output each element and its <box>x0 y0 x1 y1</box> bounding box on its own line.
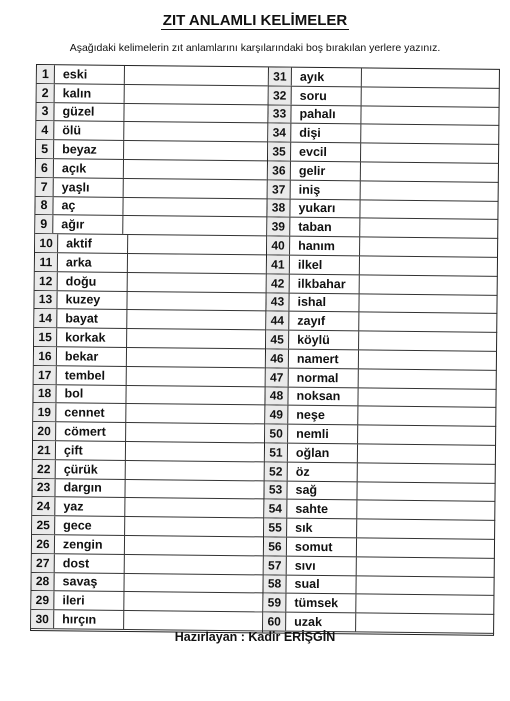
word-row <box>34 328 265 349</box>
word-cell: açık <box>54 159 124 178</box>
answer-blank[interactable] <box>124 122 267 141</box>
answer-blank[interactable] <box>124 179 267 198</box>
answer-blank[interactable] <box>125 480 263 499</box>
answer-blank[interactable] <box>359 332 497 351</box>
item-number: 46 <box>266 349 289 367</box>
word-row <box>268 143 499 164</box>
word-row <box>266 293 497 314</box>
word-cell: nemli <box>288 425 358 444</box>
answer-blank[interactable] <box>359 294 497 313</box>
word-row <box>264 537 495 558</box>
word-cell: ilkbahar <box>290 274 360 293</box>
answer-blank[interactable] <box>128 235 266 254</box>
word-row <box>263 575 494 596</box>
item-number: 30 <box>31 610 54 628</box>
word-row <box>35 272 266 293</box>
item-number: 45 <box>266 331 289 349</box>
word-row <box>31 591 262 612</box>
word-cell: sıvı <box>287 556 357 575</box>
word-row <box>34 309 265 330</box>
word-row <box>268 161 499 182</box>
word-row <box>31 573 262 594</box>
word-cell: bekar <box>57 347 127 366</box>
word-cell: gelir <box>291 162 361 181</box>
answer-blank[interactable] <box>126 461 264 480</box>
item-number: 44 <box>266 312 289 330</box>
item-number: 40 <box>267 237 290 255</box>
answer-blank[interactable] <box>123 198 266 217</box>
item-number: 13 <box>34 291 57 309</box>
answer-blank[interactable] <box>358 388 496 407</box>
word-cell: hanım <box>290 237 360 256</box>
word-cell: çürük <box>56 460 126 479</box>
word-row <box>35 215 266 236</box>
answer-blank[interactable] <box>361 144 499 163</box>
word-cell: bayat <box>57 310 127 329</box>
author-credit: Hazırlayan : Kadir ERİŞGİN <box>174 630 336 644</box>
word-cell: gece <box>55 516 125 535</box>
word-row <box>264 556 495 577</box>
word-row <box>36 121 267 142</box>
answer-blank[interactable] <box>127 310 265 329</box>
word-row <box>32 497 263 518</box>
word-row <box>35 253 266 274</box>
answer-blank[interactable] <box>125 555 263 574</box>
answer-blank[interactable] <box>126 442 264 461</box>
word-row <box>35 197 266 218</box>
word-row <box>33 403 264 424</box>
item-number: 48 <box>265 387 288 405</box>
item-number: 24 <box>32 497 55 515</box>
answer-blank[interactable] <box>126 404 264 423</box>
page-title: ZIT ANLAMLI KELİMELER <box>162 12 348 29</box>
item-number: 14 <box>34 309 57 327</box>
word-row <box>265 425 496 446</box>
answer-blank[interactable] <box>360 256 498 275</box>
word-cell: yaşlı <box>54 178 124 197</box>
word-cell: noksan <box>288 387 358 406</box>
word-row <box>32 516 263 537</box>
word-cell: hırçın <box>54 610 124 629</box>
item-number: 10 <box>35 234 58 252</box>
item-number: 11 <box>35 253 58 271</box>
answer-blank[interactable] <box>358 426 496 445</box>
item-number: 50 <box>265 425 288 443</box>
word-cell: aç <box>53 197 123 216</box>
item-number: 49 <box>265 406 288 424</box>
word-cell: aktif <box>58 234 128 253</box>
answer-blank[interactable] <box>356 576 494 595</box>
item-number: 16 <box>34 347 57 365</box>
answer-blank[interactable] <box>359 313 497 332</box>
word-cell: uzak <box>286 613 356 632</box>
answer-blank[interactable] <box>123 216 266 235</box>
word-cell: bol <box>56 385 126 404</box>
word-cell: iniş <box>291 180 361 199</box>
word-row <box>265 443 496 464</box>
word-cell: sağ <box>287 481 357 500</box>
item-number: 1 <box>37 65 55 83</box>
answer-blank[interactable] <box>127 329 265 348</box>
item-number: 6 <box>36 159 54 177</box>
right-column <box>262 67 500 634</box>
word-row <box>35 234 266 255</box>
word-row <box>36 140 267 161</box>
word-cell: çift <box>56 441 126 460</box>
item-number: 3 <box>36 103 54 121</box>
answer-blank[interactable] <box>360 238 498 257</box>
answer-blank[interactable] <box>361 162 499 181</box>
word-cell: soru <box>292 86 362 105</box>
item-number: 9 <box>35 215 53 233</box>
word-cell: korkak <box>57 328 127 347</box>
word-cell: tembel <box>57 366 127 385</box>
word-row <box>263 594 494 615</box>
word-row <box>37 65 268 86</box>
word-cell: ölü <box>54 122 124 141</box>
item-number: 12 <box>35 272 58 290</box>
answer-blank[interactable] <box>124 574 262 593</box>
word-row <box>32 479 263 500</box>
word-row <box>266 312 497 333</box>
answer-blank[interactable] <box>360 200 498 219</box>
word-row <box>265 406 496 427</box>
word-row <box>266 368 497 389</box>
word-row <box>267 255 498 276</box>
word-row <box>269 86 500 107</box>
word-cell: sık <box>287 519 357 538</box>
word-row <box>267 199 498 220</box>
word-cell: tümsek <box>286 594 356 613</box>
answer-blank[interactable] <box>127 348 265 367</box>
answer-blank[interactable] <box>126 386 264 405</box>
item-number: 20 <box>33 422 56 440</box>
answer-blank[interactable] <box>359 350 497 369</box>
word-cell: kuzey <box>57 291 127 310</box>
word-row <box>34 291 265 312</box>
word-cell: dost <box>55 554 125 573</box>
word-row <box>34 366 265 387</box>
word-cell: beyaz <box>54 140 124 159</box>
word-row <box>34 347 265 368</box>
item-number: 34 <box>268 124 291 142</box>
answer-blank[interactable] <box>125 85 268 104</box>
word-row <box>37 84 268 105</box>
answer-blank[interactable] <box>360 219 498 238</box>
word-row <box>267 218 498 239</box>
item-number: 52 <box>265 462 288 480</box>
word-cell: yaz <box>55 498 125 517</box>
item-number: 26 <box>32 535 55 553</box>
item-number: 35 <box>268 143 291 161</box>
word-row <box>31 610 262 631</box>
word-cell: güzel <box>54 103 124 122</box>
word-cell: neşe <box>288 406 358 425</box>
answer-blank[interactable] <box>124 160 267 179</box>
word-row <box>33 385 264 406</box>
word-row <box>268 180 499 201</box>
word-row <box>265 462 496 483</box>
item-number: 5 <box>36 140 54 158</box>
item-number: 21 <box>33 441 56 459</box>
answer-blank[interactable] <box>357 538 495 557</box>
item-number: 4 <box>36 121 54 139</box>
word-cell: dargın <box>55 479 125 498</box>
item-number: 23 <box>32 479 55 497</box>
item-number: 15 <box>34 328 57 346</box>
word-row <box>33 422 264 443</box>
word-cell: evcil <box>291 143 361 162</box>
word-cell: dişi <box>291 124 361 143</box>
item-number: 59 <box>263 594 286 612</box>
word-cell: ileri <box>54 592 124 611</box>
item-number: 36 <box>268 161 291 179</box>
left-column <box>31 65 268 632</box>
item-number: 27 <box>32 554 55 572</box>
item-number: 47 <box>266 368 289 386</box>
answer-blank[interactable] <box>124 611 262 630</box>
word-cell: sual <box>286 575 356 594</box>
word-cell: öz <box>288 462 358 481</box>
answer-blank[interactable] <box>125 498 263 517</box>
answer-blank[interactable] <box>124 141 267 160</box>
word-cell: ağır <box>53 216 123 235</box>
word-row <box>268 105 499 126</box>
answer-blank[interactable] <box>357 501 495 520</box>
word-cell: kalın <box>55 84 125 103</box>
answer-blank[interactable] <box>356 595 494 614</box>
answer-blank[interactable] <box>357 482 495 501</box>
item-number: 33 <box>268 105 291 123</box>
answer-blank[interactable] <box>358 463 496 482</box>
word-cell: oğlan <box>288 444 358 463</box>
answer-blank[interactable] <box>362 87 500 106</box>
item-number: 39 <box>267 218 290 236</box>
instructions: Aşağıdaki kelimelerin zıt anlamlarını karşılarındaki boş bırakılan yerlere yazınız. <box>69 42 441 54</box>
answer-blank[interactable] <box>127 292 265 311</box>
word-row <box>33 441 264 462</box>
word-row <box>267 237 498 258</box>
word-cell: somut <box>287 538 357 557</box>
item-number: 32 <box>269 86 292 104</box>
word-cell: cömert <box>56 422 126 441</box>
word-row <box>266 331 497 352</box>
answer-blank[interactable] <box>358 407 496 426</box>
answer-blank[interactable] <box>361 181 499 200</box>
answer-blank[interactable] <box>127 367 265 386</box>
item-number: 43 <box>266 293 289 311</box>
item-number: 55 <box>264 519 287 537</box>
item-number: 58 <box>263 575 286 593</box>
answer-blank[interactable] <box>126 423 264 442</box>
item-number: 25 <box>32 516 55 534</box>
word-cell: doğu <box>58 272 128 291</box>
word-row <box>32 535 263 556</box>
word-cell: eski <box>55 65 125 84</box>
word-cell: cennet <box>56 404 126 423</box>
word-row <box>33 460 264 481</box>
answer-blank[interactable] <box>357 520 495 539</box>
item-number: 37 <box>268 180 291 198</box>
word-cell: sahte <box>287 500 357 519</box>
item-number: 22 <box>33 460 56 478</box>
word-cell: yukarı <box>290 199 360 218</box>
word-row <box>264 519 495 540</box>
item-number: 57 <box>264 556 287 574</box>
word-row <box>264 481 495 502</box>
item-number: 53 <box>264 481 287 499</box>
item-number: 19 <box>33 403 56 421</box>
word-row <box>269 67 500 88</box>
item-number: 7 <box>36 178 54 196</box>
word-table <box>30 64 500 636</box>
item-number: 17 <box>34 366 57 384</box>
item-number: 31 <box>269 67 292 85</box>
item-number: 60 <box>263 613 286 631</box>
answer-blank[interactable] <box>361 106 499 125</box>
answer-blank[interactable] <box>125 536 263 555</box>
word-cell: ayık <box>292 68 362 87</box>
word-row <box>268 124 499 145</box>
word-row <box>267 274 498 295</box>
answer-blank[interactable] <box>357 557 495 576</box>
word-cell: ishal <box>289 293 359 312</box>
word-row <box>32 554 263 575</box>
word-cell: ilkel <box>290 256 360 275</box>
item-number: 2 <box>37 84 55 102</box>
item-number: 41 <box>267 255 290 273</box>
answer-blank[interactable] <box>128 273 266 292</box>
word-row <box>36 178 267 199</box>
word-cell: taban <box>290 218 360 237</box>
word-cell: namert <box>289 350 359 369</box>
answer-blank[interactable] <box>125 66 268 85</box>
item-number: 8 <box>35 197 53 215</box>
word-cell: zayıf <box>289 312 359 331</box>
word-row <box>265 387 496 408</box>
answer-blank[interactable] <box>361 125 499 144</box>
answer-blank[interactable] <box>124 104 267 123</box>
word-row <box>36 159 267 180</box>
item-number: 54 <box>264 500 287 518</box>
word-cell: zengin <box>55 535 125 554</box>
answer-blank[interactable] <box>125 517 263 536</box>
item-number: 38 <box>267 199 290 217</box>
word-row <box>264 500 495 521</box>
item-number: 51 <box>265 443 288 461</box>
item-number: 18 <box>33 385 56 403</box>
answer-blank[interactable] <box>358 444 496 463</box>
answer-blank[interactable] <box>359 369 497 388</box>
item-number: 28 <box>31 573 54 591</box>
item-number: 42 <box>267 274 290 292</box>
answer-blank[interactable] <box>360 275 498 294</box>
word-cell: pahalı <box>291 105 361 124</box>
answer-blank[interactable] <box>362 68 500 87</box>
word-cell: köylü <box>289 331 359 350</box>
word-cell: normal <box>289 368 359 387</box>
answer-blank[interactable] <box>124 592 262 611</box>
word-cell: savaş <box>54 573 124 592</box>
item-number: 56 <box>264 537 287 555</box>
answer-blank[interactable] <box>128 254 266 273</box>
item-number: 29 <box>31 591 54 609</box>
word-cell: arka <box>58 253 128 272</box>
word-row <box>266 349 497 370</box>
word-row <box>36 103 267 124</box>
